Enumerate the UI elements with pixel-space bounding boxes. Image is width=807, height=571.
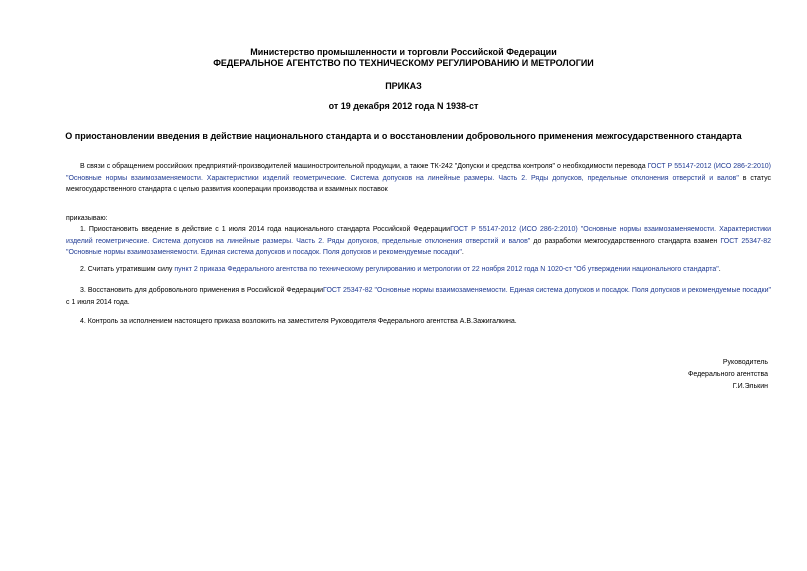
item-3-text-1: 3. Восстановить для добровольного применения в Российской Федерации xyxy=(80,287,324,294)
item-1-text-3: . xyxy=(461,249,464,256)
item-3-text-2: с 1 июля 2014 года. xyxy=(66,298,130,306)
document-date-number: от 19 декабря 2012 года N 1938-ст xyxy=(328,101,479,111)
gost-25347-link[interactable]: ГОСТ 25347-82 "Основные нормы взаимозаменяемости. Единая система допусков и посадок. Поля допусков и рекомендуемые посадки" xyxy=(323,287,771,294)
item-1-paragraph xyxy=(66,224,771,259)
item-2-text-2: . xyxy=(718,266,721,273)
signature-title: Руководитель xyxy=(722,359,768,366)
signature-agency: Федерального агентства xyxy=(688,371,768,378)
agency-title: ФЕДЕРАЛЬНОЕ АГЕНТСТВО ПО ТЕХНИЧЕСКОМУ РЕГУЛИРОВАНИЮ И МЕТРОЛОГИИ xyxy=(213,58,594,68)
gost-25347-link[interactable]: ГОСТ 25347-82 "Основные нормы взаимозаменяемости. Единая система допусков и посадок. Поля допусков и рекомендуемые посадки" xyxy=(66,237,771,256)
item-1-text-1: 1. Приостановить введение в действие с 1 июля 2014 года национального стандарта Российской Федерации xyxy=(80,226,451,233)
signature-name: Г.И.Элькин xyxy=(732,383,768,390)
document-subject: О приостановлении введения в действие национального стандарта и о восстановлении добровольного применения межгосударственного стандарта xyxy=(65,131,742,141)
preamble-text-2: в статус межгосударственного стандарта с целью развития кооперации производства и взаимных поставок xyxy=(66,174,771,193)
order-1020-link[interactable]: пункт 2 приказа Федерального агентства по техническому регулированию и метрологии от 22 ноября 2012 года N 1020-ст "Об утверждении национального стандарта" xyxy=(174,266,719,273)
document-type: ПРИКАЗ xyxy=(385,81,422,91)
preamble-paragraph xyxy=(66,161,771,196)
item-4-paragraph: 4. Контроль за исполнением настоящего приказа возложить на заместителя Руководителя Федерального агентства А.В.Зажигалкина. xyxy=(80,318,517,325)
preamble-text-1: В связи с обращением российских предприятий-производителей машиностроительной продукции, а также ТК-242 "Допуски и средства контроля" о необходимости перевода xyxy=(80,163,648,170)
order-word: приказываю: xyxy=(66,215,108,222)
item-1-text-2: до разработки межгосударственного стандарта взамен xyxy=(530,237,721,245)
ministry-title: Министерство промышленности и торговли Российской Федерации xyxy=(250,47,557,57)
gost-r-55147-link[interactable]: ГОСТ Р 55147-2012 (ИСО 286-2:2010) "Основные нормы взаимозаменяемости. Характеристики изделий геометрические. Система допусков на линейные размеры. Часть 2. Ряды допусков, предельные отклонения отверстий и валов" xyxy=(66,226,772,245)
gost-r-55147-link[interactable]: ГОСТ Р 55147-2012 (ИСО 286-2:2010) "Основные нормы взаимозаменяемости. Характеристики изделий геометрические. Система допусков на линейные размеры. Часть 2. Ряды допусков, предельные отклонения отверстий и валов" xyxy=(66,163,772,182)
item-2-text-1: 2. Считать утратившим силу xyxy=(80,266,175,273)
item-3-paragraph xyxy=(66,285,771,308)
item-2-paragraph xyxy=(66,264,771,276)
